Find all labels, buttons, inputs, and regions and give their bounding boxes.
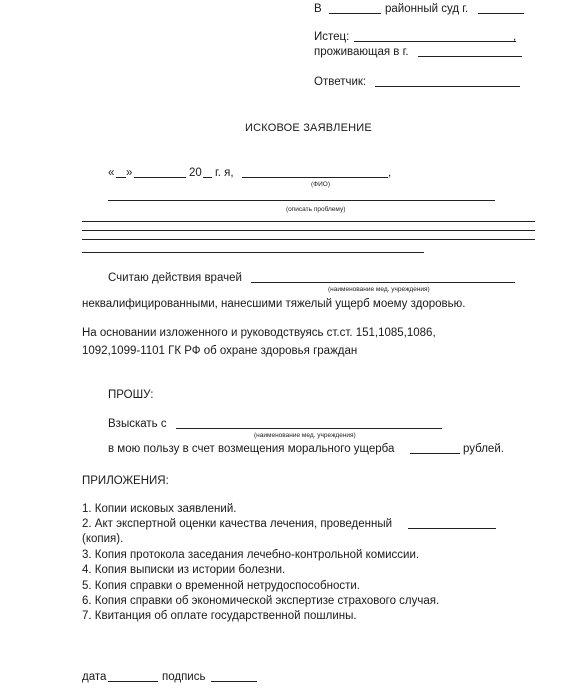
expert-blank [408, 528, 496, 529]
attachment-item: 6. Копия справки об экономической экспертизе страхового случая. [82, 595, 440, 607]
year-suffix: г. я, [215, 167, 234, 179]
day-blank [116, 177, 126, 178]
signature-label: подпись [162, 671, 206, 683]
year-text: 20 [189, 167, 202, 179]
fio-comma: , [388, 167, 392, 179]
problem-blank-1 [108, 200, 495, 201]
residing-label: проживающая в г. [314, 46, 409, 58]
institution-caption-2: (наименование мед. учреждения) [254, 432, 356, 439]
basis-line-1: На основании изложенного и руководствуясь ст.ст. 151,1085,1086, [82, 327, 436, 339]
attachment-item: 5. Копия справки о временной нетрудоспособности. [82, 580, 360, 592]
court-name-blank [329, 13, 381, 14]
fio-blank [242, 177, 388, 178]
residing-blank [418, 56, 522, 57]
recover-text: Взыскать с [108, 418, 167, 430]
signature-blank [211, 681, 257, 682]
problem-caption: (описать проблему) [286, 206, 346, 213]
plaintiff-blank [354, 41, 516, 42]
institution-caption-1: (наименование мед. учреждения) [328, 286, 430, 293]
date-quote-close: » [126, 167, 133, 179]
date-label: дата [82, 671, 107, 683]
amount-blank [410, 453, 460, 454]
attachments-heading: ПРИЛОЖЕНИЯ: [82, 475, 169, 487]
doctors-text: Считаю действия врачей [108, 272, 242, 284]
defendant-blank [375, 86, 520, 87]
court-city-blank [478, 13, 524, 14]
request-heading: ПРОШУ: [108, 389, 154, 401]
attachment-item: 7. Квитанция об оплате государственной пошлины. [82, 610, 357, 622]
year-blank [203, 177, 212, 178]
attachment-item: 3. Копия протокола заседания лечебно-контрольной комиссии. [82, 549, 420, 561]
institution-blank-1 [251, 282, 515, 283]
plaintiff-label: Истец: [314, 31, 350, 43]
problem-blank-2 [82, 221, 535, 222]
compensation-text: в мою пользу в счет возмещения морального ущерба [108, 443, 395, 455]
court-prefix: В [314, 3, 322, 15]
date-quote-open: « [108, 167, 115, 179]
document-title: ИСКОВОЕ ЗАЯВЛЕНИЕ [245, 122, 372, 134]
basis-line-2: 1092,1099-1101 ГК РФ об охране здоровья граждан [82, 345, 358, 357]
problem-blank-3 [82, 230, 535, 231]
fio-caption: (ФИО) [311, 181, 330, 188]
attachment-item: (копия). [82, 533, 124, 545]
rubles-text: рублей. [463, 443, 504, 455]
court-text: районный суд г. [385, 3, 469, 15]
attachment-item: 4. Копия выписки из истории болезни. [82, 564, 286, 576]
unqualified-text: неквалифицированными, нанесшими тяжелый ущерб моему здоровью. [82, 298, 466, 310]
problem-blank-4 [82, 239, 535, 240]
month-blank [134, 177, 186, 178]
defendant-label: Ответчик: [314, 76, 367, 88]
institution-blank-2 [176, 428, 442, 429]
date-blank [108, 681, 158, 682]
plaintiff-comma: , [513, 31, 517, 43]
problem-blank-5 [82, 252, 424, 253]
attachment-item: 2. Акт экспертной оценки качества лечения, проведенный [82, 518, 393, 530]
attachment-item: 1. Копии исковых заявлений. [82, 503, 237, 515]
